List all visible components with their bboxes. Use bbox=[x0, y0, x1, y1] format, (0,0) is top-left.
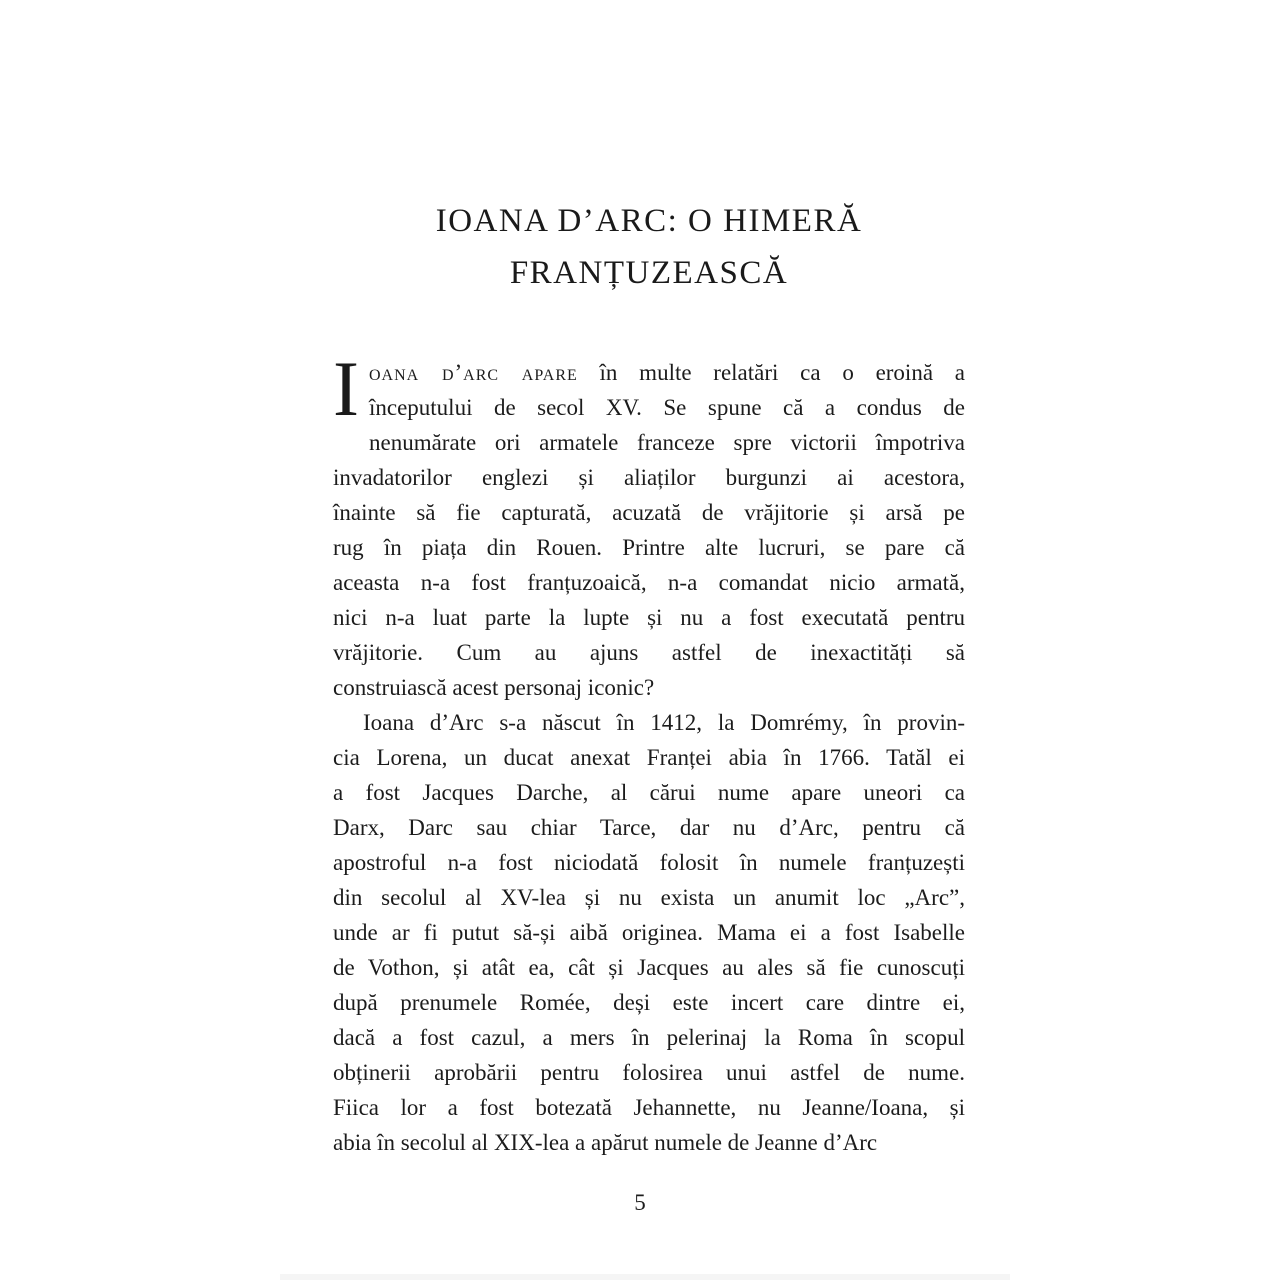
text-line: începutului de secol XV. Se spune că a condus de bbox=[368, 395, 965, 420]
text-line: apostroful n-a fost niciodată folosit în numele franțuzești bbox=[333, 850, 965, 875]
text-line: dacă a fost cazul, a mers în pelerinaj la Roma în scopul bbox=[333, 1025, 965, 1050]
text-line: Ioana d’Arc s-a născut în 1412, la Domrémy, în provin- bbox=[363, 710, 965, 735]
text-line: înainte să fie capturată, acuzată de vrăjitorie și arsă pe bbox=[333, 500, 965, 525]
text-line: cia Lorena, un ducat anexat Franței abia în 1766. Tatăl ei bbox=[333, 745, 965, 770]
paragraph-2 bbox=[333, 705, 965, 1160]
text-line: din secolul al XV-lea și nu exista un anumit loc „Arc”, bbox=[333, 885, 965, 910]
first-line-text: în multe relatări ca o eroină a bbox=[577, 360, 965, 385]
text-line: unde ar fi putut să-și aibă originea. Mama ei a fost Isabelle bbox=[333, 920, 965, 945]
text-line: rug în piața din Rouen. Printre alte lucruri, se pare că bbox=[333, 535, 965, 560]
paragraph-lines bbox=[333, 705, 965, 1125]
page-number: 5 bbox=[634, 1190, 646, 1215]
text-column bbox=[333, 0, 965, 1160]
paragraph-lines bbox=[333, 390, 965, 670]
small-caps-opening: oana d’arc apare bbox=[368, 360, 578, 385]
chapter-title-line-2: FRANȚUZEASCĂ bbox=[509, 255, 789, 291]
chapter-title bbox=[333, 195, 965, 299]
paragraph-1 bbox=[333, 345, 965, 705]
text-line: obținerii aprobării pentru folosirea unui astfel de nume. bbox=[333, 1060, 965, 1085]
body-text bbox=[333, 345, 965, 1160]
text-line: după prenumele Romée, deși este incert care dintre ei, bbox=[333, 990, 965, 1015]
text-line: Fiica lor a fost botezată Jehannette, nu Jeanne/Ioana, și bbox=[333, 1095, 965, 1120]
text-line: construiască acest personaj iconic? bbox=[333, 675, 655, 700]
scan-edge-artifact bbox=[280, 1274, 1010, 1280]
text-line: vrăjitorie. Cum au ajuns astfel de inexactități să bbox=[333, 640, 965, 665]
text-line: Darx, Darc sau chiar Tarce, dar nu d’Arc, pentru că bbox=[333, 815, 965, 840]
text-line bbox=[333, 355, 965, 390]
text-line: invadatorilor englezi și aliaților burgunzi ai acestora, bbox=[333, 465, 965, 490]
text-line: de Vothon, și atât ea, cât și Jacques au ales să fie cunoscuți bbox=[333, 955, 965, 980]
text-line: nici n-a luat parte la lupte și nu a fost executată pentru bbox=[333, 605, 965, 630]
text-line: a fost Jacques Darche, al cărui nume apare uneori ca bbox=[333, 780, 965, 805]
text-line: abia în secolul al XIX-lea a apărut numele de Jeanne d’Arc bbox=[333, 1130, 878, 1155]
text-line: nenumărate ori armatele franceze spre victorii împotriva bbox=[368, 430, 965, 455]
drop-cap: I bbox=[333, 345, 359, 432]
chapter-title-line-1: IOANA D’ARC: O HIMERĂ bbox=[435, 203, 863, 239]
text-line: aceasta n-a fost franțuzoaică, n-a comandat nicio armată, bbox=[333, 570, 965, 595]
